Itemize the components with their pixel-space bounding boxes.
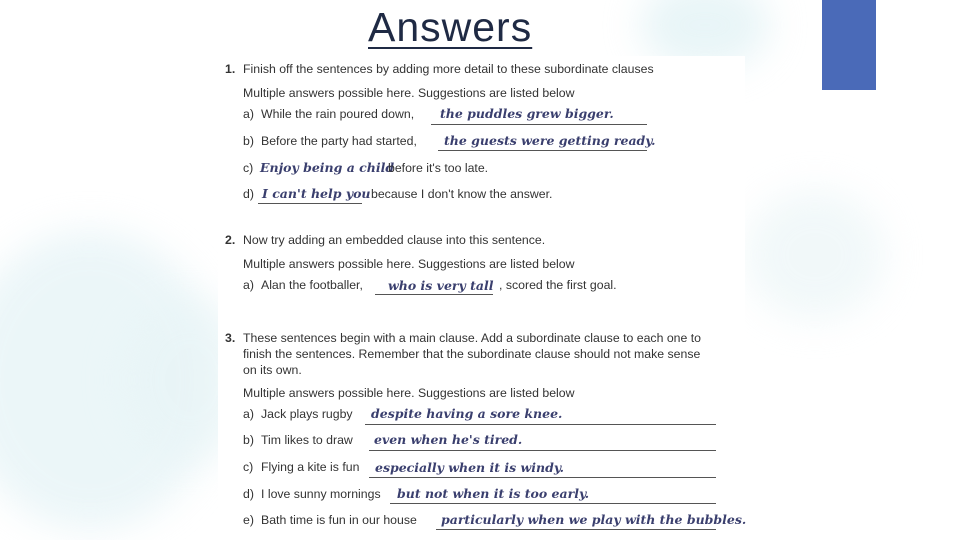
item-text: While the rain poured down, xyxy=(261,107,415,121)
answer-line xyxy=(369,477,716,478)
item-text: Alan the footballer, xyxy=(261,278,363,292)
handwritten-answer: I can't help you xyxy=(262,186,371,201)
item-text: Before the party had started, xyxy=(261,134,417,148)
item-label: e) xyxy=(243,513,254,527)
handwritten-answer: despite having a sore knee. xyxy=(371,406,563,421)
worksheet xyxy=(218,56,745,540)
item-text: Flying a kite is fun xyxy=(261,460,360,474)
handwritten-answer: particularly when we play with the bubbles. xyxy=(441,512,747,527)
item-text: Bath time is fun in our house xyxy=(261,513,417,527)
item-text: , scored the first goal. xyxy=(499,278,617,292)
question-instruction: Finish off the sentences by adding more detail to these subordinate clauses xyxy=(243,62,654,76)
handwritten-answer: the guests were getting ready. xyxy=(444,133,656,148)
handwritten-answer: especially when it is windy. xyxy=(375,460,565,475)
handwritten-answer: who is very tall xyxy=(388,278,494,293)
question-instruction: finish the sentences. Remember that the subordinate clause should not make sense xyxy=(243,347,701,361)
question-note: Multiple answers possible here. Suggestions are listed below xyxy=(243,257,575,271)
item-label: d) xyxy=(243,487,254,501)
item-label: a) xyxy=(243,278,254,292)
question-instruction: These sentences begin with a main clause. Add a subordinate clause to each one to xyxy=(243,331,702,345)
page-title: Answers xyxy=(368,4,533,50)
answer-line xyxy=(258,203,362,204)
background-blob xyxy=(745,190,885,320)
item-text: Tim likes to draw xyxy=(261,433,353,447)
accent-bar xyxy=(822,0,876,90)
item-text: before it's too late. xyxy=(388,161,489,175)
handwritten-answer: even when he's tired. xyxy=(374,432,523,447)
item-label: b) xyxy=(243,433,254,447)
handwritten-answer: the puddles grew bigger. xyxy=(440,106,614,121)
answer-line xyxy=(365,424,716,425)
item-label: a) xyxy=(243,107,254,121)
handwritten-answer: Enjoy being a child xyxy=(260,160,395,175)
item-text: I love sunny mornings xyxy=(261,487,381,501)
question-number: 1. xyxy=(225,62,236,76)
question-number: 2. xyxy=(225,233,236,247)
answer-line xyxy=(375,294,493,295)
question-note: Multiple answers possible here. Suggestions are listed below xyxy=(243,86,575,100)
answer-line xyxy=(431,124,647,125)
answer-line xyxy=(438,150,647,151)
item-text: because I don't know the answer. xyxy=(371,187,553,201)
question-instruction: Now try adding an embedded clause into this sentence. xyxy=(243,233,546,247)
item-label: a) xyxy=(243,407,254,421)
question-number: 3. xyxy=(225,331,236,345)
question-instruction: on its own. xyxy=(243,363,302,377)
item-label: c) xyxy=(243,460,254,474)
answer-line xyxy=(390,503,716,504)
item-label: b) xyxy=(243,134,254,148)
item-label: c) xyxy=(243,161,254,175)
question-note: Multiple answers possible here. Suggestions are listed below xyxy=(243,386,575,400)
answer-line xyxy=(436,529,716,530)
answer-line xyxy=(369,450,716,451)
item-label: d) xyxy=(243,187,254,201)
item-text: Jack plays rugby xyxy=(261,407,353,421)
handwritten-answer: but not when it is too early. xyxy=(397,486,590,501)
